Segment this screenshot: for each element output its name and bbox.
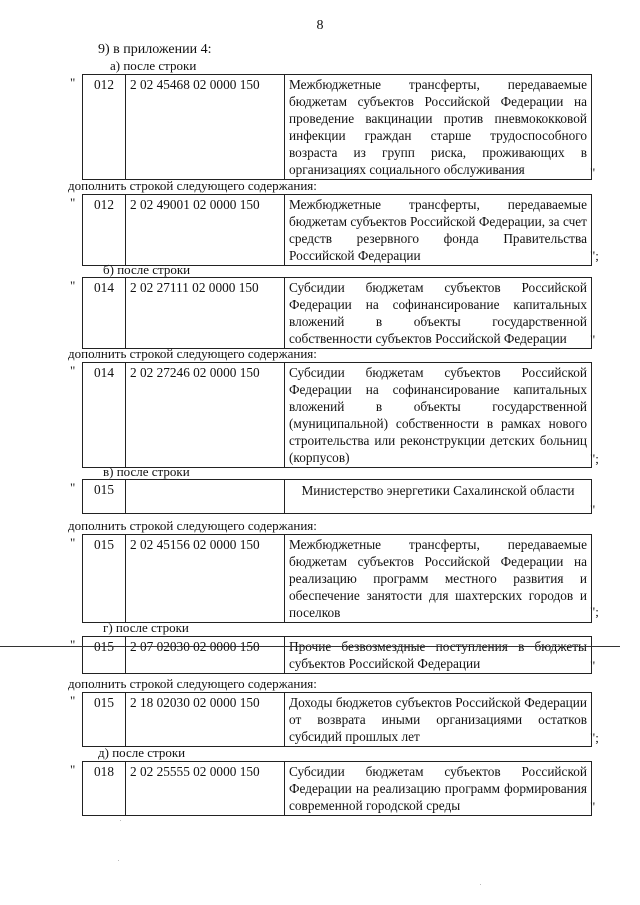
cell-admin-code: 012	[83, 75, 126, 180]
quote-close: "	[590, 799, 596, 814]
quote-open: "	[70, 195, 76, 210]
cell-kbk-code: 2 18 02030 02 0000 150	[126, 693, 285, 747]
cell-admin-code: 014	[83, 363, 126, 468]
cell-description: Прочие безвозмездные поступления в бюджеты субъектов Российской Федерации	[285, 637, 592, 674]
quote-open: "	[70, 75, 76, 90]
quote-open: "	[70, 762, 76, 777]
intro-paragraph: 9) в приложении 4:	[98, 42, 212, 57]
cell-admin-code: 015	[83, 693, 126, 747]
strike-through-line	[0, 646, 620, 647]
add-row-label: дополнить строкой следующего содержания:	[68, 346, 317, 361]
quote-close-semicolon: ";	[590, 604, 599, 619]
section-b-label: б) после строки	[103, 262, 191, 277]
quote-open: "	[70, 480, 76, 495]
table-row-a-old	[82, 74, 592, 180]
add-row-label: дополнить строкой следующего содержания:	[68, 178, 317, 193]
section-g-label: г) после строки	[103, 620, 189, 635]
quote-open: "	[70, 363, 76, 378]
cell-description: Межбюджетные трансферты, передаваемые бюджетам субъектов Российской Федерации, за счет средств резервного фонда Правительства Российской Федерации	[285, 195, 592, 266]
cell-kbk-code: 2 02 45156 02 0000 150	[126, 535, 285, 623]
table-row-b-old	[82, 277, 592, 349]
cell-kbk-code: 2 02 25555 02 0000 150	[126, 762, 285, 816]
cell-description: Министерство энергетики Сахалинской области	[285, 480, 592, 514]
cell-admin-code: 014	[83, 278, 126, 349]
cell-admin-code: 018	[83, 762, 126, 816]
quote-open: "	[70, 278, 76, 293]
quote-close: "	[590, 332, 596, 347]
quote-open: "	[70, 693, 76, 708]
cell-kbk-code: 2 02 45468 02 0000 150	[126, 75, 285, 180]
add-row-label: дополнить строкой следующего содержания:	[68, 676, 317, 691]
table-row-g-old	[82, 636, 592, 674]
cell-kbk-code: 2 02 27246 02 0000 150	[126, 363, 285, 468]
cell-description: Межбюджетные трансферты, передаваемые бюджетам субъектов Российской Федерации на реализацию программ местного развития и обеспечение занятости для шахтерских городов и поселков	[285, 535, 592, 623]
quote-close: "	[590, 165, 596, 180]
scan-speck	[480, 884, 481, 885]
quote-close: "	[590, 502, 596, 517]
cell-kbk-code: 2 02 49001 02 0000 150	[126, 195, 285, 266]
add-row-label: дополнить строкой следующего содержания:	[68, 518, 317, 533]
cell-admin-code: 015	[83, 480, 126, 514]
section-a-label: а) после строки	[110, 58, 197, 73]
cell-description: Межбюджетные трансферты, передаваемые бюджетам субъектов Российской Федерации на проведение вакцинации против пневмококковой инфекции граждан старше трудоспособного возраста из групп риска, проживающих в организациях социального обслуживания	[285, 75, 592, 180]
quote-open: "	[70, 535, 76, 550]
quote-close-semicolon: ";	[590, 248, 599, 263]
table-row-d-old	[82, 761, 592, 816]
cell-description: Субсидии бюджетам субъектов Российской Федерации на софинансирование капитальных вложений в объекты государственной (муниципальной) собственности в рамках нового строительства или реконструкции детских больниц (корпусов)	[285, 363, 592, 468]
table-row-a-new	[82, 194, 592, 266]
scan-speck	[120, 820, 121, 821]
cell-admin-code: 012	[83, 195, 126, 266]
quote-open: "	[70, 637, 76, 652]
cell-description: Субсидии бюджетам субъектов Российской Федерации на реализацию программ формирования современной городской среды	[285, 762, 592, 816]
cell-admin-code: 015	[83, 637, 126, 674]
cell-description: Субсидии бюджетам субъектов Российской Федерации на софинансирование капитальных вложений в объекты государственной собственности субъектов Российской Федерации	[285, 278, 592, 349]
quote-close-semicolon: ";	[590, 730, 599, 745]
section-d-label: д) после строки	[98, 745, 186, 760]
table-row-v-new	[82, 534, 592, 623]
quote-close-semicolon: ";	[590, 451, 599, 466]
table-row-g-new	[82, 692, 592, 747]
table-row-v-old	[82, 479, 592, 514]
section-v-label: в) после строки	[103, 464, 190, 479]
quote-close: "	[590, 658, 596, 673]
page-number: 8	[316, 18, 324, 33]
cell-kbk-code: 2 02 27111 02 0000 150	[126, 278, 285, 349]
table-row-b-new	[82, 362, 592, 468]
scan-speck	[118, 860, 119, 861]
cell-kbk-code: 2 07 02030 02 0000 150	[126, 637, 285, 674]
cell-description: Доходы бюджетов субъектов Российской Федерации от возврата иными организациями остатков субсидий прошлых лет	[285, 693, 592, 747]
cell-kbk-code	[126, 480, 285, 514]
cell-admin-code: 015	[83, 535, 126, 623]
